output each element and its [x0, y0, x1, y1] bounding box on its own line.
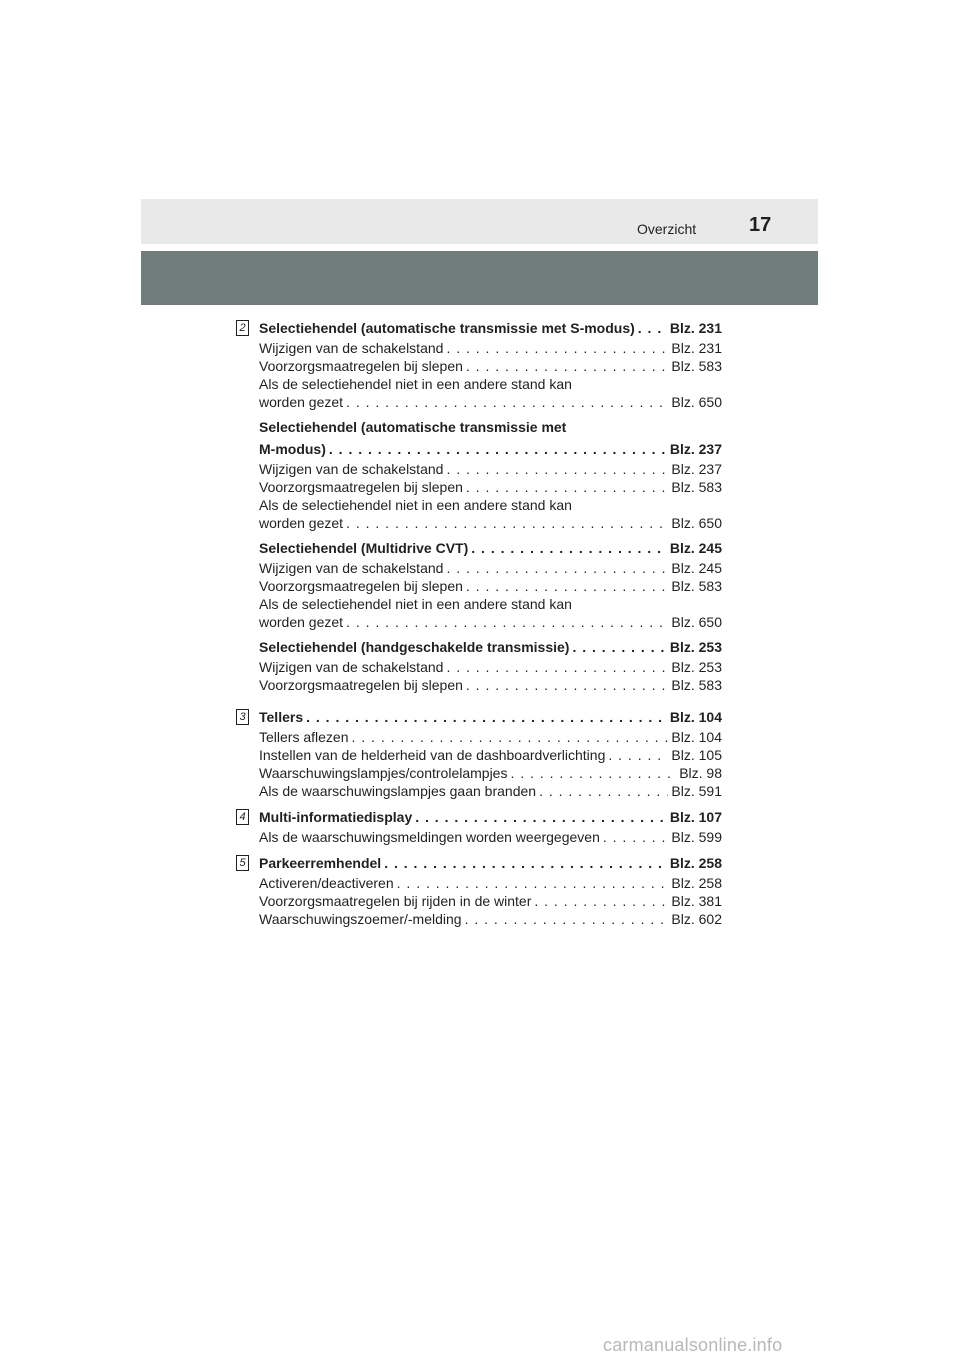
dot-leader: [306, 708, 667, 726]
toc-entry-title: Voorzorgsmaatregelen bij slepen: [259, 677, 463, 693]
toc-entry-text: Als de selectiehendel niet in een andere stand kan: [259, 376, 572, 392]
dot-leader: [465, 910, 669, 928]
toc-entry-text: Als de selectiehendel niet in een andere stand kan: [259, 497, 572, 513]
toc-heading-title: Multi-informatiedisplay: [259, 809, 413, 825]
dot-leader: [572, 638, 666, 656]
toc-heading[interactable]: [259, 708, 722, 726]
toc-entry-title: Voorzorgsmaatregelen bij slepen: [259, 479, 463, 495]
header-band: [141, 199, 818, 244]
toc-entry-page-ref[interactable]: Blz. 231: [671, 340, 722, 356]
toc-entry-page-ref[interactable]: Blz. 258: [671, 875, 722, 891]
toc-heading[interactable]: [259, 319, 722, 337]
toc-entry-page-ref[interactable]: Blz. 583: [671, 479, 722, 495]
toc-entry[interactable]: [259, 874, 722, 892]
toc-entry-title: Voorzorgsmaatregelen bij slepen: [259, 578, 463, 594]
toc-entry-page-ref[interactable]: Blz. 650: [671, 614, 722, 630]
section-marker: 3: [236, 709, 249, 725]
toc-entry[interactable]: [259, 514, 722, 532]
toc-group: [259, 854, 722, 928]
toc-heading-line: [259, 418, 722, 436]
toc-entry-title: Waarschuwingslampjes/controlelampjes: [259, 765, 508, 781]
toc-group: [259, 638, 722, 694]
toc-group: [259, 418, 722, 532]
toc-heading[interactable]: [259, 539, 722, 557]
toc-entry-line: [259, 375, 722, 393]
toc-entry-page-ref[interactable]: Blz. 583: [671, 677, 722, 693]
toc-heading[interactable]: [259, 440, 722, 458]
toc-entry[interactable]: [259, 357, 722, 375]
dot-leader: [466, 577, 669, 595]
toc-entry[interactable]: [259, 478, 722, 496]
section-marker: 2: [236, 320, 249, 336]
toc-heading-page-ref[interactable]: Blz. 245: [669, 540, 722, 556]
toc-entry-page-ref[interactable]: Blz. 105: [671, 747, 722, 763]
section-title: Overzicht: [637, 221, 697, 237]
toc-entry-page-ref[interactable]: Blz. 650: [671, 515, 722, 531]
toc-entry[interactable]: [259, 613, 722, 631]
toc-entry-title: Wijzigen van de schakelstand: [259, 461, 444, 477]
toc-entry-line: [259, 595, 722, 613]
toc-entry-text: Als de selectiehendel niet in een andere stand kan: [259, 596, 572, 612]
page-number: 17: [749, 214, 772, 236]
toc-entry[interactable]: [259, 910, 722, 928]
toc-entry-page-ref[interactable]: Blz. 599: [671, 829, 722, 845]
dot-leader: [352, 728, 669, 746]
chapter-banner: [141, 251, 818, 305]
toc-group: [259, 319, 722, 411]
watermark: carmanualsonline.info: [603, 1335, 783, 1355]
toc-entry-page-ref[interactable]: Blz. 602: [671, 911, 722, 927]
dot-leader: [346, 514, 668, 532]
toc-heading[interactable]: [259, 638, 722, 656]
toc-entry-title: Wijzigen van de schakelstand: [259, 560, 444, 576]
toc-entry-page-ref[interactable]: Blz. 237: [671, 461, 722, 477]
toc-entry[interactable]: [259, 828, 722, 846]
toc-heading-page-ref[interactable]: Blz. 104: [669, 709, 722, 725]
toc-group: [259, 539, 722, 631]
toc-entry[interactable]: [259, 460, 722, 478]
toc-heading-page-ref[interactable]: Blz. 258: [669, 855, 722, 871]
toc-heading[interactable]: [259, 854, 722, 872]
toc-entry-title: Tellers aflezen: [259, 729, 349, 745]
dot-leader: [608, 746, 668, 764]
toc-entry-title: Als de waarschuwingsmeldingen worden weergegeven: [259, 829, 600, 845]
toc-entry[interactable]: [259, 728, 722, 746]
dot-leader: [346, 613, 668, 631]
toc-entry[interactable]: [259, 559, 722, 577]
toc-group: [259, 808, 722, 846]
toc-entry[interactable]: [259, 393, 722, 411]
dot-leader: [415, 808, 667, 826]
toc-section: [236, 319, 722, 694]
dot-leader: [471, 539, 667, 557]
toc-heading-page-ref[interactable]: Blz. 231: [669, 320, 722, 336]
dot-leader: [446, 339, 668, 357]
toc-entry[interactable]: [259, 764, 722, 782]
toc-section: [236, 708, 722, 800]
toc-entry-page-ref[interactable]: Blz. 381: [671, 893, 722, 909]
toc-heading-title: Selectiehendel (Multidrive CVT): [259, 540, 469, 556]
toc-entry-page-ref[interactable]: Blz. 583: [671, 578, 722, 594]
dot-leader: [446, 559, 668, 577]
section-marker: 5: [236, 855, 249, 871]
dot-leader: [397, 874, 669, 892]
toc-entry-title: Als de waarschuwingslampjes gaan branden: [259, 783, 537, 799]
toc-entry[interactable]: [259, 658, 722, 676]
dot-leader: [466, 357, 669, 375]
toc-entry-title: worden gezet: [259, 394, 344, 410]
dot-leader: [329, 440, 667, 458]
dot-leader: [446, 658, 668, 676]
toc-entry-title: Instellen van de helderheid van de dashboardverlichting: [259, 747, 606, 763]
toc-entry-title: Waarschuwingszoemer/-melding: [259, 911, 462, 927]
toc-entry[interactable]: [259, 782, 722, 800]
toc-entry-page-ref[interactable]: Blz. 583: [671, 358, 722, 374]
toc-section: [236, 854, 722, 928]
toc-entry-page-ref[interactable]: Blz. 104: [671, 729, 722, 745]
toc-entry[interactable]: [259, 892, 722, 910]
toc-entry-title: Voorzorgsmaatregelen bij rijden in de winter: [259, 893, 532, 909]
toc-group: [259, 708, 722, 800]
dot-leader: [466, 478, 669, 496]
toc-entry-page-ref[interactable]: Blz. 650: [671, 394, 722, 410]
dot-leader: [603, 828, 669, 846]
dot-leader: [466, 676, 669, 694]
toc-section: [236, 808, 722, 846]
toc-entry-page-ref[interactable]: Blz. 253: [671, 659, 722, 675]
toc-entry[interactable]: [259, 746, 722, 764]
toc-heading-text: Selectiehendel (automatische transmissie met: [259, 419, 567, 435]
toc-entry[interactable]: [259, 577, 722, 595]
toc-heading-title: M-modus): [259, 441, 326, 457]
toc-heading-title: Selectiehendel (handgeschakelde transmissie): [259, 639, 570, 655]
toc-heading[interactable]: [259, 808, 722, 826]
toc-entry-title: Wijzigen van de schakelstand: [259, 340, 444, 356]
toc-heading-page-ref[interactable]: Blz. 253: [669, 639, 722, 655]
toc-entry[interactable]: [259, 676, 722, 694]
toc-heading-page-ref[interactable]: Blz. 107: [669, 809, 722, 825]
toc-entry-title: Activeren/deactiveren: [259, 875, 394, 891]
dot-leader: [638, 319, 667, 337]
toc-entry-page-ref[interactable]: Blz. 245: [671, 560, 722, 576]
dot-leader: [384, 854, 667, 872]
toc-heading-title: Selectiehendel (automatische transmissie met S-modus): [259, 320, 635, 336]
toc-entry-page-ref[interactable]: Blz. 98: [679, 765, 722, 781]
dot-leader: [539, 782, 668, 800]
dot-leader: [446, 460, 668, 478]
toc-entry[interactable]: [259, 339, 722, 357]
toc-heading-page-ref[interactable]: Blz. 237: [669, 441, 722, 457]
toc-entry-title: worden gezet: [259, 614, 344, 630]
section-marker: 4: [236, 809, 249, 825]
toc-entry-title: worden gezet: [259, 515, 344, 531]
table-of-contents: [236, 319, 722, 933]
dot-leader: [510, 764, 676, 782]
toc-entry-title: Wijzigen van de schakelstand: [259, 659, 444, 675]
toc-heading-title: Tellers: [259, 709, 304, 725]
dot-leader: [346, 393, 668, 411]
toc-heading-title: Parkeerremhendel: [259, 855, 382, 871]
toc-entry-page-ref[interactable]: Blz. 591: [671, 783, 722, 799]
dot-leader: [534, 892, 668, 910]
toc-entry-title: Voorzorgsmaatregelen bij slepen: [259, 358, 463, 374]
toc-entry-line: [259, 496, 722, 514]
